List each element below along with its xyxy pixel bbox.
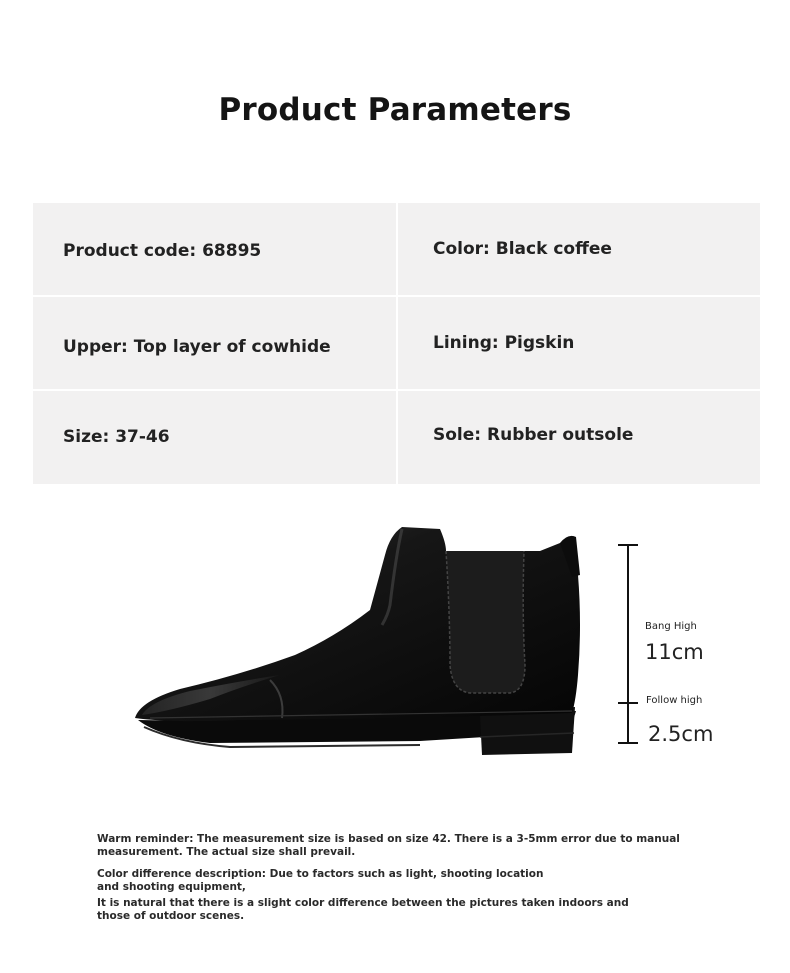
size-cell: Size: 37-46 bbox=[63, 427, 170, 447]
color-difference-note: Color difference description: Due to factors such as light, shooting location and shooting equipment, bbox=[97, 868, 544, 893]
elastic-gusset bbox=[446, 551, 525, 693]
upper-material-cell: Upper: Top layer of cowhide bbox=[63, 337, 331, 357]
heel-height-label: Follow high bbox=[646, 695, 703, 706]
shaft-height-value: 11cm bbox=[645, 640, 704, 664]
sole-cell: Sole: Rubber outsole bbox=[433, 425, 634, 445]
product-code-cell: Product code: 68895 bbox=[63, 241, 262, 261]
parameters-table bbox=[33, 203, 760, 484]
chelsea-boot-image bbox=[120, 515, 600, 765]
heel-height-value: 2.5cm bbox=[648, 722, 714, 746]
page-title: Product Parameters bbox=[218, 92, 572, 128]
measurement-ruler bbox=[610, 540, 650, 750]
lining-cell: Lining: Pigskin bbox=[433, 333, 575, 353]
warm-reminder-note: Warm reminder: The measurement size is based on size 42. There is a 3-5mm error due to manual measurement. The actual size shall prevail. bbox=[97, 833, 680, 858]
color-difference-note-2: It is natural that there is a slight color difference between the pictures taken indoors and those of outdoor scenes. bbox=[97, 897, 629, 922]
column-divider bbox=[396, 203, 398, 484]
color-cell: Color: Black coffee bbox=[433, 239, 612, 259]
shaft-height-label: Bang High bbox=[645, 621, 697, 632]
